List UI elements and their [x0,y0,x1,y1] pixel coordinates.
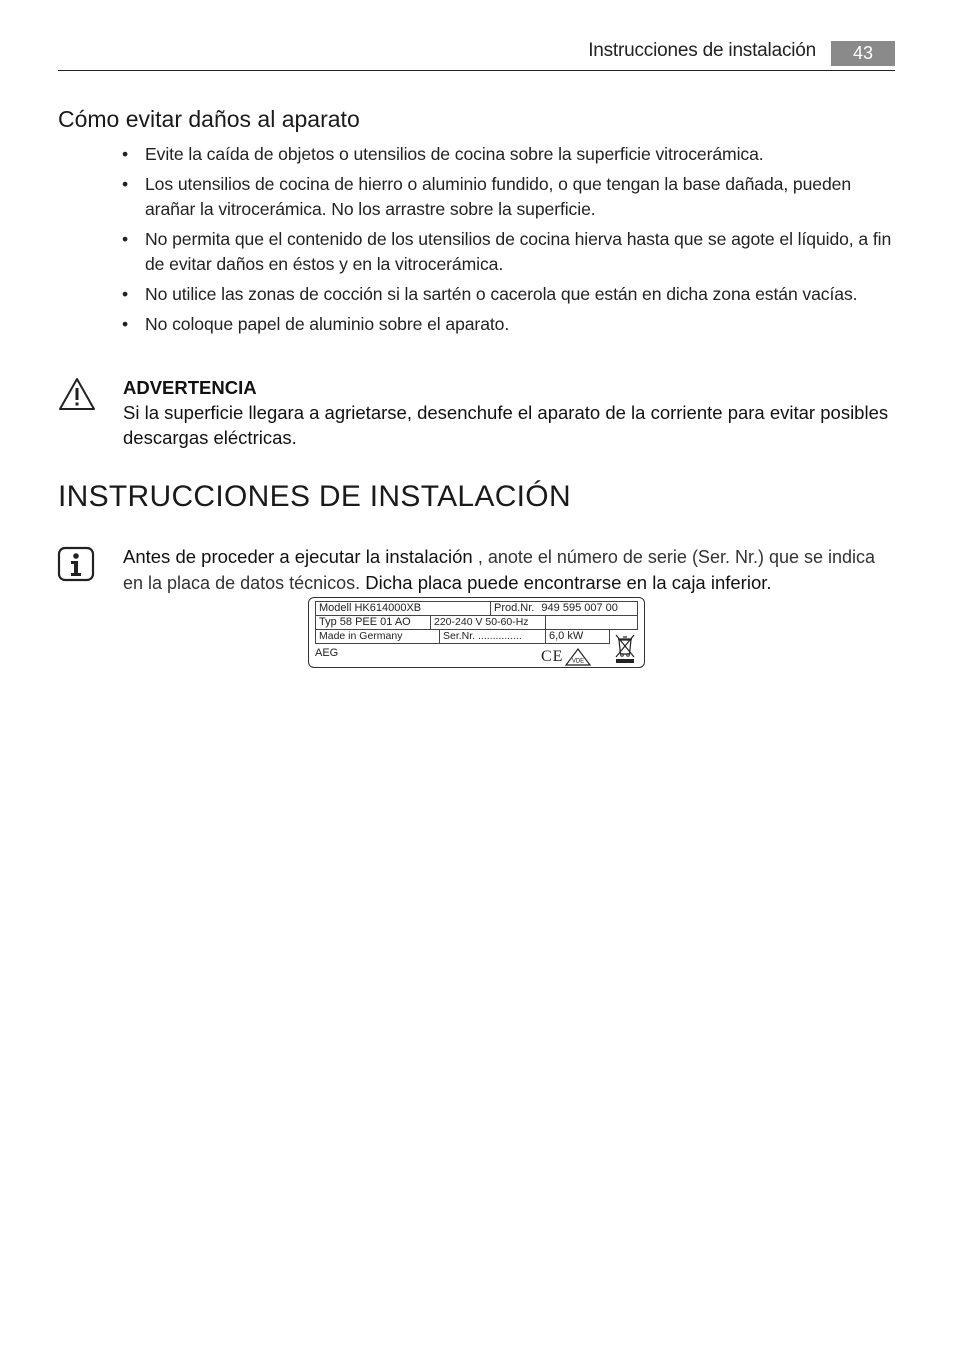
list-item [58,282,895,307]
bullet: • [122,284,129,304]
header-title: Instrucciones de instalación [588,40,816,61]
vde-mark-icon [565,648,591,666]
warning-text: Si la superficie llegara a agrietarse, desenchufe el aparato de la corriente para evitar posibles descargas eléctricas. [123,402,889,448]
list-item-text: No utilice las zonas de cocción si la sartén o cacerola que están en dicha zona están vacías. [145,284,858,304]
plate-typ: Typ 58 PEE 01 AO [315,615,431,630]
plate-ser-nr: Ser.Nr. ............... [439,629,546,644]
warning-triangle-icon [58,377,96,411]
warning-heading: ADVERTENCIA [123,377,257,398]
bullet-list [58,142,895,342]
plate-modell: Modell HK614000XB [315,601,491,616]
list-item [58,312,895,337]
plate-brand: AEG [315,647,339,659]
bullet: • [122,144,129,164]
plate-prod-value: 949 595 007 00 [541,602,618,614]
plate-empty [545,615,638,630]
section-title: Cómo evitar daños al aparato [58,106,360,132]
page-number: 43 [831,41,895,66]
plate-voltage: 220-240 V 50-60-Hz [430,615,546,630]
weee-bin-icon [614,632,636,664]
bullet: • [122,174,129,194]
header-rule [58,70,895,71]
install-text-part2: , anote el número de serie (Ser. Nr.) que se indica en la placa de datos técnicos. [123,547,876,593]
plate-prod-label: Prod.Nr. [494,602,535,614]
install-text-part3: Dicha placa puede encontrarse en la caja inferior. [365,572,772,593]
install-title: INSTRUCCIONES DE INSTALACIÓN [58,480,571,513]
list-item-text: Evite la caída de objetos o utensilios de cocina sobre la superficie vitrocerámica. [145,144,764,164]
list-item-text: No permita que el contenido de los utensilios de cocina hierva hasta que se agote el líquido, a fin de evitar daños en éstos y en la vitrocerámica. [145,229,892,274]
install-text-part1: Antes de proceder a ejecutar la instalación [123,546,473,567]
plate-prod [490,601,638,616]
ce-mark: CE [541,648,564,665]
info-icon [57,546,95,582]
warning-block [123,375,898,450]
bullet: • [122,229,129,249]
bullet: • [122,314,129,334]
plate-power: 6,0 kW [545,629,610,644]
list-item-text: Los utensilios de cocina de hierro o aluminio fundido, o que tengan la base dañada, pueden arañar la vitrocerámica. No los arrastre sobre la superficie. [145,174,852,219]
list-item [58,227,895,277]
list-item [58,172,895,222]
vde-mark-text: VDE [571,658,585,665]
list-item-text: No coloque papel de aluminio sobre el aparato. [145,314,510,334]
plate-made-in: Made in Germany [315,629,440,644]
list-item [58,142,895,167]
rating-plate [308,597,645,668]
install-info [123,544,898,596]
